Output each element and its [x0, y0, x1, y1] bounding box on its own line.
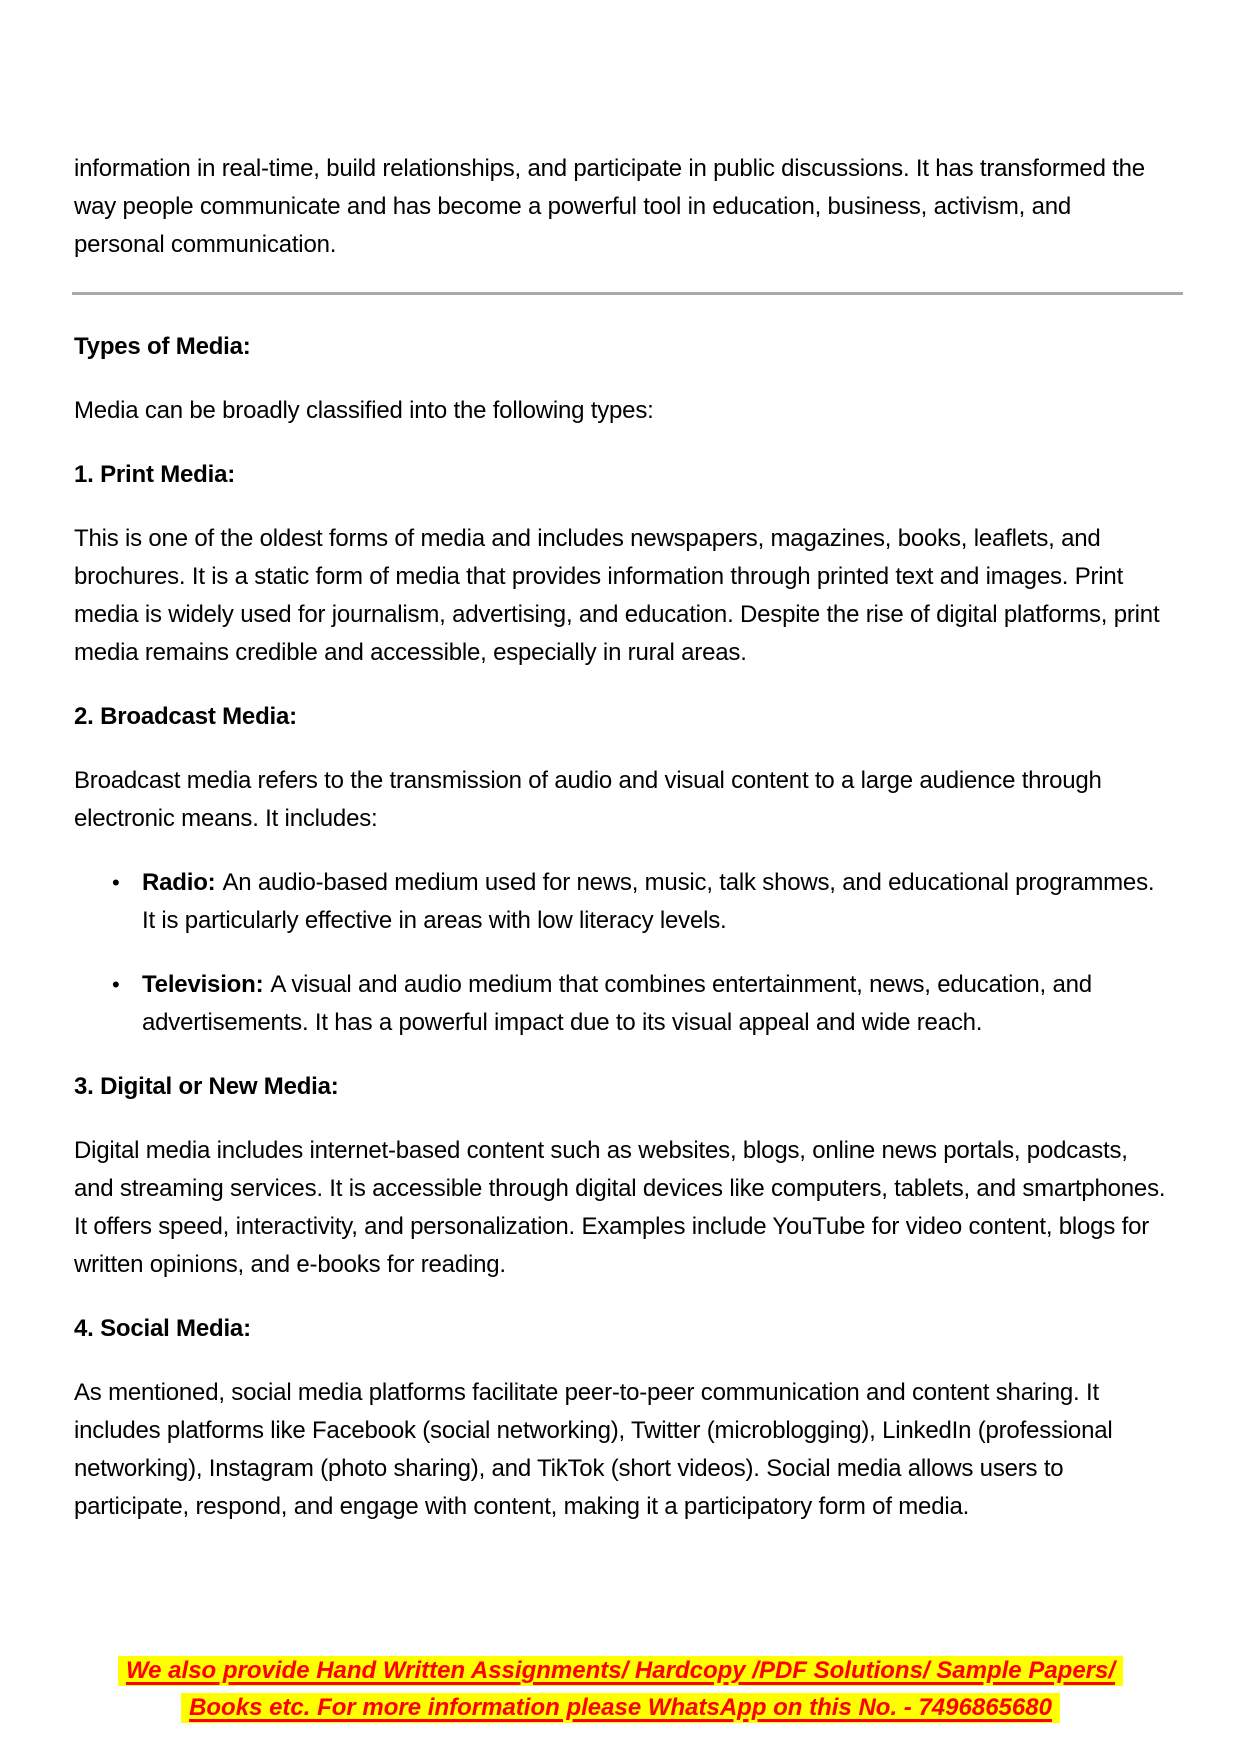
broadcast-media-paragraph: Broadcast media refers to the transmission of audio and visual content to a large audience through electronic means. It includes: [74, 767, 1102, 832]
bullet-label-radio: Radio: [142, 869, 216, 896]
digital-media-paragraph: Digital media includes internet-based content such as websites, blogs, online news portals, podcasts, and streaming services. It is accessible through digital devices like computers, tablets, and smartphones. It offers speed, interactivity, and personalization. Examples include YouTube for video content, blogs for written opinions, and e-books for reading. [74, 1137, 1166, 1278]
broadcast-media-bullet-list [74, 864, 1167, 1042]
bullet-text-television: A visual and audio medium that combines entertainment, news, education, and advertisements. It has a powerful impact due to its visual appeal and wide reach. [142, 971, 1092, 1036]
social-media-paragraph: As mentioned, social media platforms facilitate peer-to-peer communication and content sharing. It includes platforms like Facebook (social networking), Twitter (microblogging), LinkedIn (professional networking), Instagram (photo sharing), and TikTok (short videos). Social media allows users to participate, respond, and engage with content, making it a participatory form of media. [74, 1379, 1113, 1520]
types-of-media-heading: Types of Media: [74, 333, 251, 360]
types-intro-paragraph: Media can be broadly classified into the following types: [74, 397, 654, 424]
promo-line-2-text: Books etc. For more information please WhatsApp on this No. - 7496865680 [181, 1693, 1060, 1723]
section-heading-broadcast-media: 2. Broadcast Media: [74, 703, 297, 730]
section-heading-social-media: 4. Social Media: [74, 1315, 251, 1342]
section-heading-print-media: 1. Print Media: [74, 461, 236, 488]
promo-line-2 [74, 1689, 1167, 1726]
bullet-item-radio [74, 864, 1167, 940]
section-divider [72, 292, 1183, 295]
promo-line-1 [74, 1652, 1167, 1689]
bullet-item-television [74, 966, 1167, 1042]
intro-paragraph: information in real-time, build relationships, and participate in public discussions. It has transformed the way people communicate and has become a powerful tool in education, business, activism, and personal communication. [74, 155, 1145, 258]
promo-line-1-text: We also provide Hand Written Assignments/ Hardcopy /PDF Solutions/ Sample Papers/ [118, 1656, 1123, 1686]
bullet-label-television: Television: [142, 971, 264, 998]
print-media-paragraph: This is one of the oldest forms of media and includes newspapers, magazines, books, leaflets, and brochures. It is a static form of media that provides information through printed text and images. Print media is widely used for journalism, advertising, and education. Despite the rise of digital platforms, print media remains credible and accessible, especially in rural areas. [74, 525, 1160, 666]
promo-banner [74, 1652, 1167, 1726]
section-heading-digital-media: 3. Digital or New Media: [74, 1073, 339, 1100]
bullet-text-radio: An audio-based medium used for news, music, talk shows, and educational programmes. It is particularly effective in areas with low literacy levels. [142, 869, 1155, 934]
